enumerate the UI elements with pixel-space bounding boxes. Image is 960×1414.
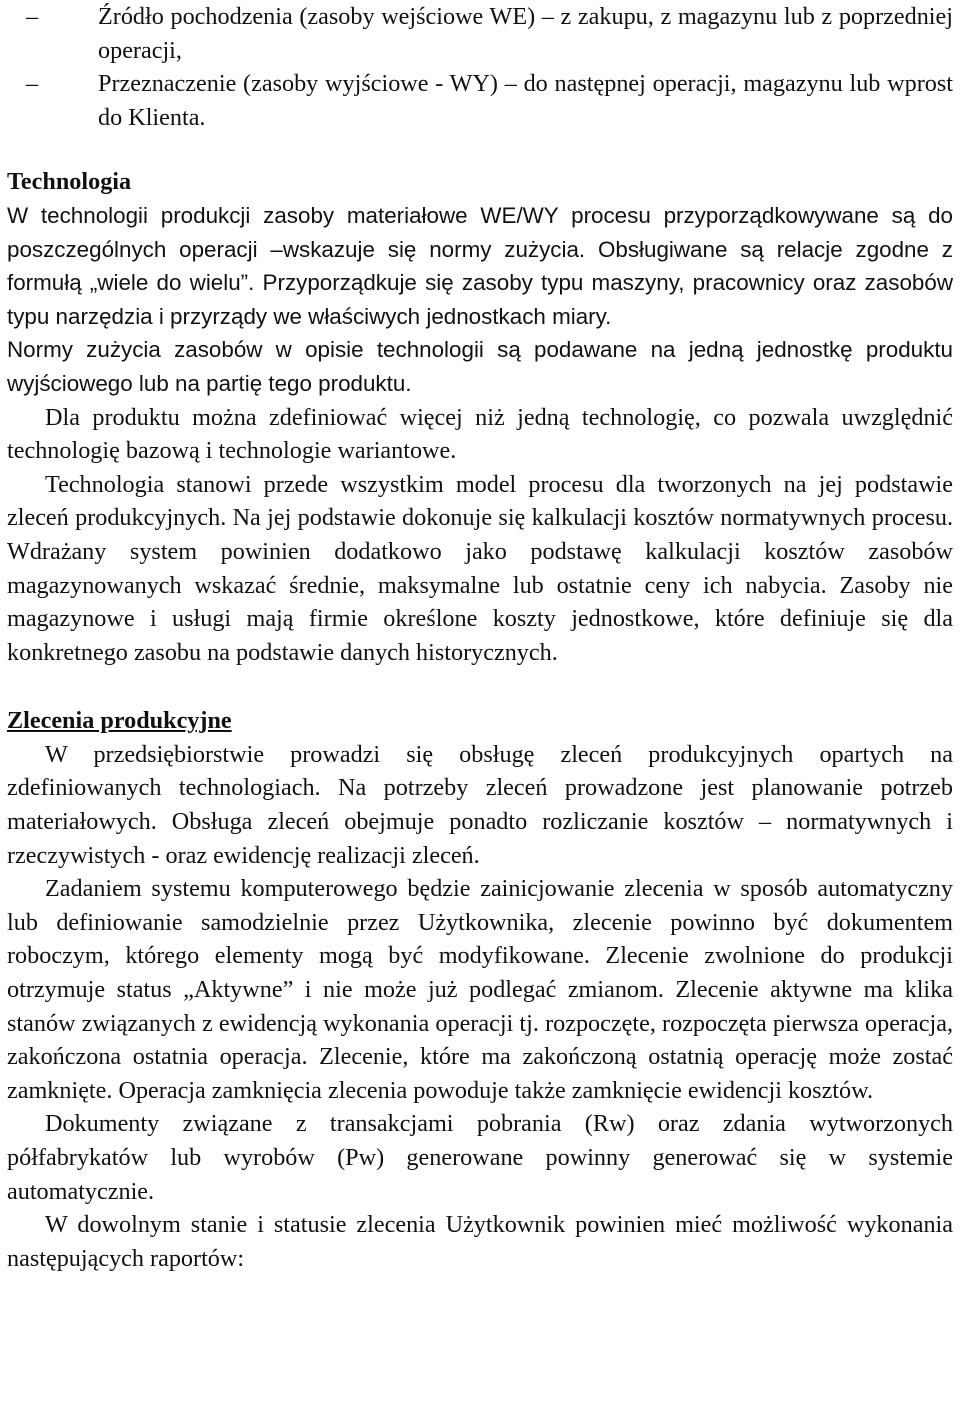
list-item-text: Przeznaczenie (zasoby wyjściowe - WY) – do następnej operacji, magazynu lub wprost do Klienta.: [98, 70, 953, 131]
paragraph: W technologii produkcji zasoby materiałowe WE/WY procesu przyporządkowywane są do poszczególnych operacji –wskazuje się normy zużycia. Obsługiwane są relacje zgodne z formułą „wiele do wielu”. Przyporządkuje się zasoby typu maszyny, pracownicy oraz zasobów typu narzędzia i przyrządy we właściwych jednostkach miary.: [7, 202, 953, 329]
section-heading-technologia: Technologia: [7, 168, 132, 196]
list-item-destination: [7, 67, 953, 134]
list-item-source: [7, 0, 953, 67]
paragraph: Normy zużycia zasobów w opisie technologii są podawane na jedną jednostkę produktu wyjściowego lub na partię tego produktu.: [7, 337, 953, 396]
section-heading-zlecenia: Zlecenia produkcyjne: [7, 707, 232, 735]
section-spacer: [7, 134, 953, 165]
dash-marker: –: [26, 70, 39, 98]
dash-marker: –: [26, 3, 39, 30]
paragraph: Zadaniem systemu komputerowego będzie zainicjowanie zlecenia w sposób automatyczny lub definiowanie samodzielnie przez Użytkownika, zlecenie powinno być dokumentem roboczym, którego elementy mogą być modyfikowane. Zlecenie zwolnione do produkcji otrzymuje status „Aktywne” i nie może już podlegać zmianom. Zlecenie aktywne ma klika stanów związanych z ewidencją wykonania operacji tj. rozpoczęte, rozpoczęta pierwsza operacja, zakończona ostatnia operacja. Zlecenie, które ma zakończoną ostatnią operację może zostać zamknięte. Operacja zamknięcia zlecenia powoduje także zamknięcie ewidencji kosztów.: [7, 875, 953, 1104]
paragraph: Technologia stanowi przede wszystkim model procesu dla tworzonych na jej podstawie zleceń produkcyjnych. Na jej podstawie dokonuje się kalkulacji kosztów normatywnych procesu. Wdrażany system powinien dodatkowo jako podstawę kalkulacji kosztów zasobów magazynowanych wskazać średnie, maksymalne lub ostatnie ceny ich nabycia. Zasoby nie magazynowe i usługi mają firmie określone koszty jednostkowe, które definiuje się dla konkretnego zasobu na podstawie danych historycznych.: [7, 470, 953, 666]
document-page: [7, 0, 953, 1275]
section-technologia: [7, 165, 953, 669]
paragraph: W przedsiębiorstwie prowadzi się obsługę zleceń produkcyjnych opartych na zdefiniowanych technologiach. Na potrzeby zleceń prowadzone jest planowanie potrzeb materiałowych. Obsługa zleceń obejmuje ponadto rozliczanie kosztów – normatywnych i rzeczywistych - oraz ewidencję realizacji zleceń.: [7, 740, 953, 869]
paragraph: Dokumenty związane z transakcjami pobrania (Rw) oraz zdania wytworzonych półfabrykatów lub wyrobów (Pw) generowane powinny generować się w systemie automatycznie.: [7, 1110, 953, 1205]
paragraph: W dowolnym stanie i statusie zlecenia Użytkownik powinien mieć możliwość wykonania następujących raportów:: [7, 1211, 953, 1272]
section-zlecenia: [7, 704, 953, 1275]
section-spacer: [7, 669, 953, 704]
list-item-text: Źródło pochodzenia (zasoby wejściowe WE) – z zakupu, z magazynu lub z poprzedniej operacji,: [98, 3, 953, 64]
paragraph: Dla produktu można zdefiniować więcej niż jedną technologię, co pozwala uwzględnić technologię bazową i technologie wariantowe.: [7, 403, 953, 465]
source-destination-list: [7, 0, 953, 134]
